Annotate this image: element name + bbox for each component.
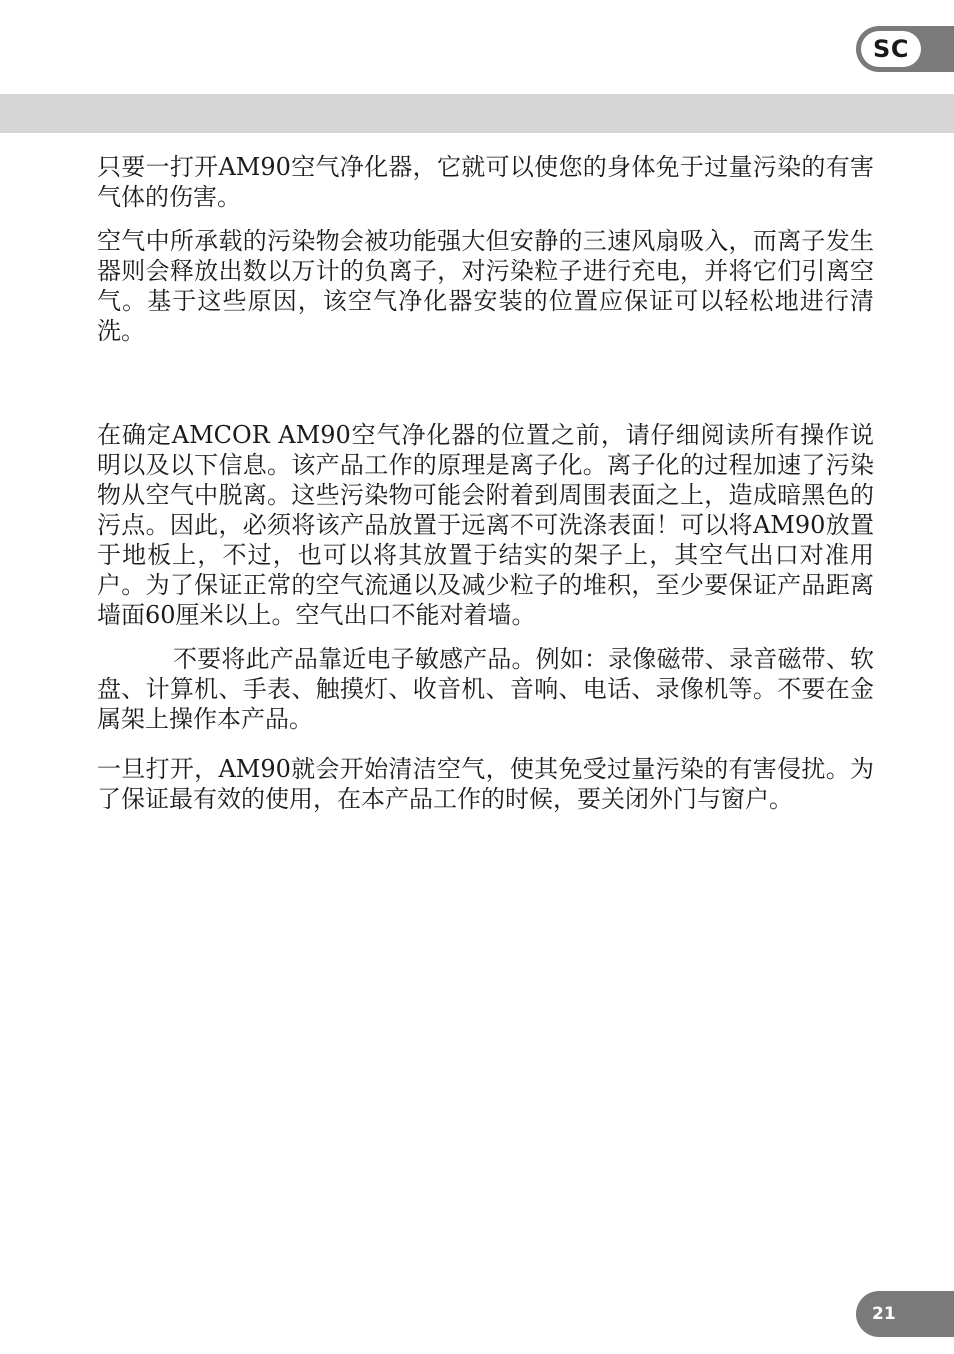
paragraph-operation: 空气中所承载的污染物会被功能强大但安静的三速风扇吸入，而离子发生器则会释放出数以万计的负离子，对污染粒子进行充电，并将它们引离空气。基于这些原因，该空气净化器安装的位置应保证可以轻松地进行清洗。 [97,227,874,345]
paragraph-intro: 只要一打开AM90空气净化器，它就可以使您的身体免于过量污染的有害气体的伤害。 [97,153,874,211]
paragraph-placement: 在确定AMCOR AM90空气净化器的位置之前，请仔细阅读所有操作说明以及以下信息。该产品工作的原理是离子化。离子化的过程加速了污染物从空气中脱离。这些污染物可能会附着到周围表面之上，造成暗黑色的污点。因此，必须将该产品放置于远离不可洗涤表面！可以将AM90放置于地板上，不过，也可以将其放置于结实的架子上，其空气出口对准用户。为了保证正常的空气流通以及减少粒子的堆积，至少要保证产品距离墙面60厘米以上。空气出口不能对着墙。 [97,421,874,629]
language-tab [856,26,954,72]
paragraph-usage: 一旦打开，AM90就会开始清洁空气，使其免受过量污染的有害侵扰。为了保证最有效的使用，在本产品工作的时候，要关闭外门与窗户。 [97,755,874,813]
language-badge: SC [861,31,921,67]
page-content [97,152,874,814]
header-band [0,94,954,133]
page-number: 21 [856,1291,954,1337]
paragraph-warning: 不要将此产品靠近电子敏感产品。例如：录像磁带、录音磁带、软盘、计算机、手表、触摸灯、收音机、音响、电话、录像机等。不要在金属架上操作本产品。 [97,645,874,733]
